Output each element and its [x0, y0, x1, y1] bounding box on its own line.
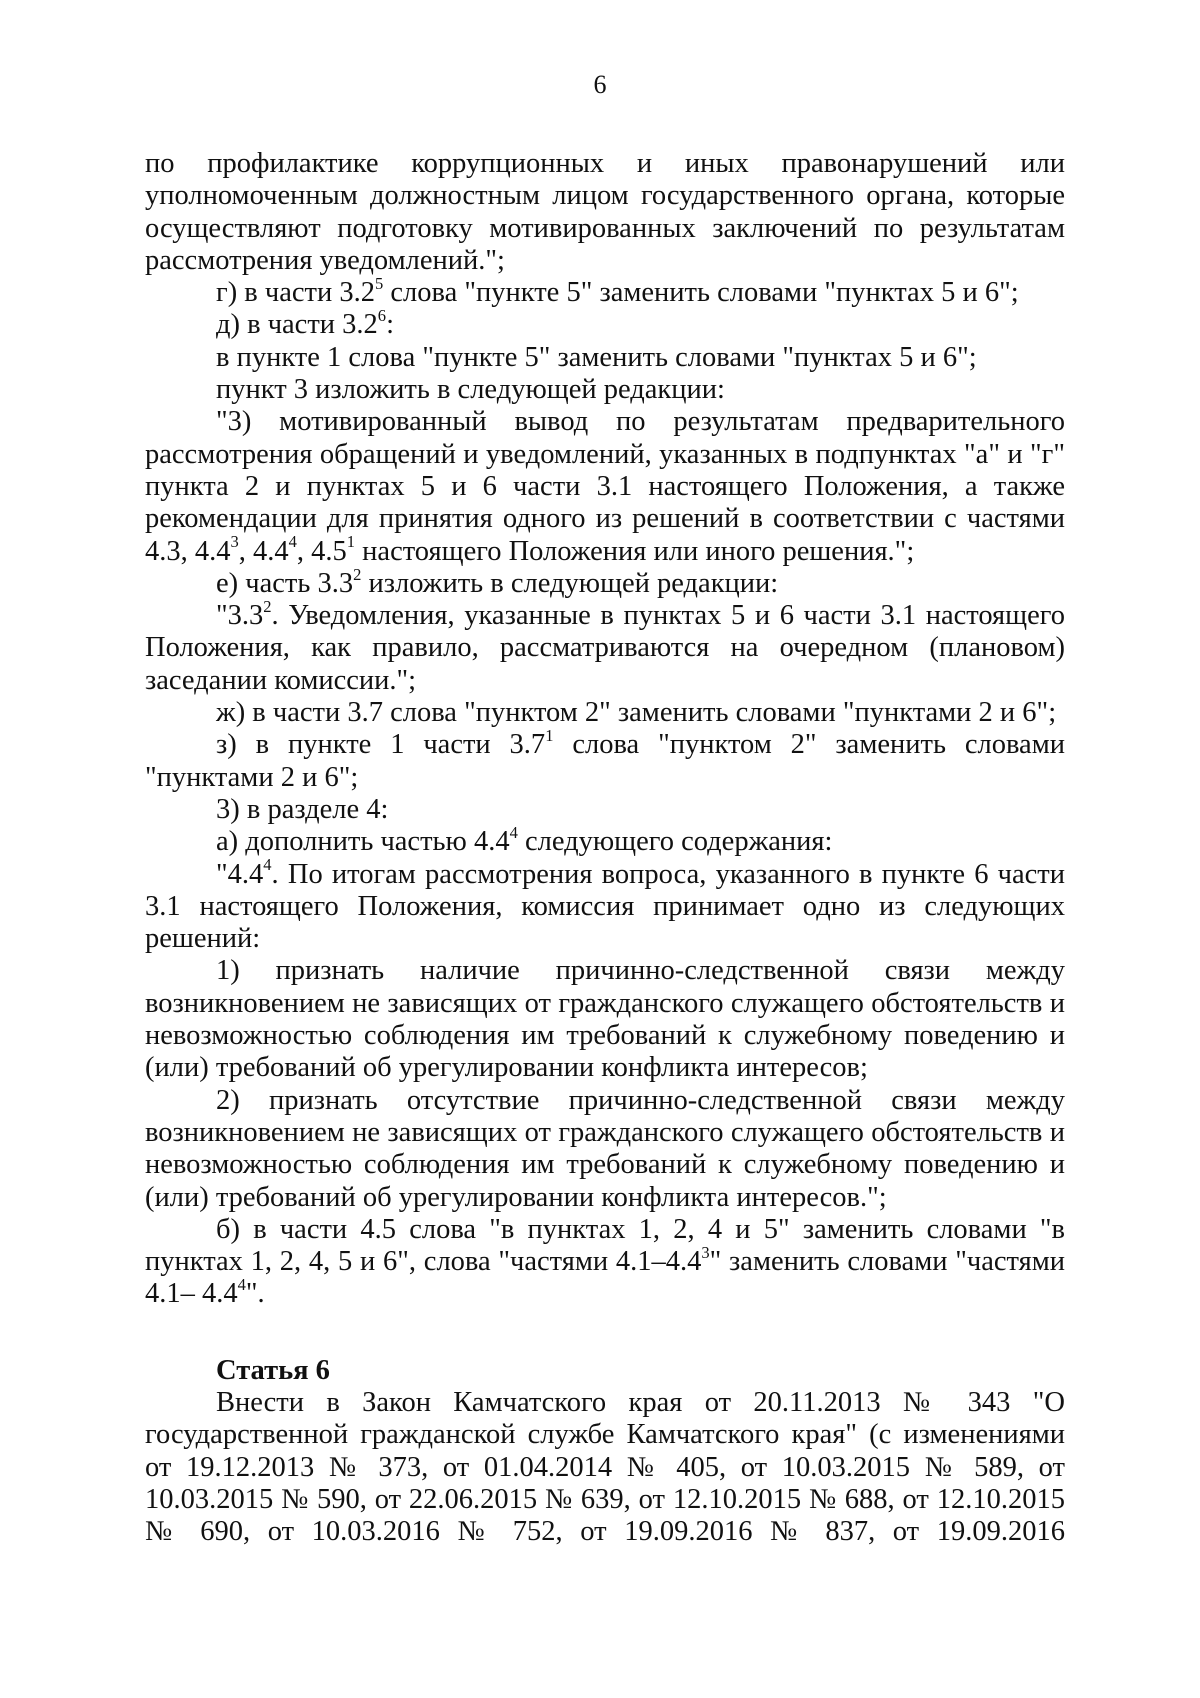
paragraph-12: 3) в разделе 4: [216, 793, 389, 825]
paragraph-11: з) в пункте 1 части $3.7^1$ слова "пунктом 2" заменить словами "пунктами 2 и 6"; [145, 726, 1065, 793]
document-body [145, 148, 1065, 1548]
paragraph-15: 1) признать наличие причинно-следственной связи между возникновением не зависящих от гражданского служащего обстоятельств и невозможностью соблюдения им требований к служебному поведению и (или) требований об урегулировании конфликта интересов; [145, 955, 1065, 1084]
paragraph-5: пункт 3 изложить в следующей редакции: [216, 374, 725, 406]
paragraph-3: д) в части $3.2^6$: [216, 306, 394, 341]
paragraph-7: 4.3, $4.4^3$, $4.4^4$, $4.5^1$ настоящего Положения или иного решения."; [145, 532, 915, 567]
paragraph-8: е) часть $3.3^2$ изложить в следующей редакции: [216, 564, 779, 599]
paragraph-10: ж) в части 3.7 слова "пунктом 2" заменить словами "пунктами 2 и 6"; [216, 697, 1057, 729]
paragraph-6: "3) мотивированный вывод по результатам предварительного рассмотрения обращений и уведомлений, указанных в подпунктах "а" и "г" пункта 2 и пунктах 5 и 6 части 3.1 настоящего Положения, а также рекомендации для принятия одного из решений в соответствии с частями [145, 406, 1065, 535]
article-heading: Статья 6 [216, 1354, 330, 1386]
paragraph-4: в пункте 1 слова "пункте 5" заменить словами "пунктах 5 и 6"; [216, 341, 977, 373]
paragraph-9: "$3.3^2$. Уведомления, указанные в пунктах 5 и 6 части 3.1 настоящего Положения, как правило, рассматриваются на очередном (плановом) заседании комиссии."; [145, 597, 1065, 696]
paragraph-1: по профилактике коррупционных и иных правонарушений или уполномоченным должностным лицом государственного органа, которые осуществляют подготовку мотивированных заключений по результатам рассмотрения уведомлений."; [145, 148, 1065, 276]
paragraph-17: б) в части 4.5 слова "в пунктах 1, 2, 4 и 5" заменить словами "в пунктах 1, 2, 4, 5 и 6", слова "частями $4.1-4.4^3$" заменить словами "частями 4.1– $4.4^4$". [145, 1213, 1065, 1310]
page-number: 6 [593, 70, 607, 99]
paragraph-2: г) в части $3.2^5$ слова "пункте 5" заменить словами "пунктах 5 и 6"; [216, 274, 1019, 309]
paragraph-14: "$4.4^4$. По итогам рассмотрения вопроса, указанного в пункте 6 части 3.1 настоящего Положения, комиссия принимает одно из следующих решений: [145, 855, 1065, 955]
article-paragraph: Внести в Закон Камчатского края от 20.11.2013 № 343 "О государственной гражданской службе Камчатского края" (с изменениями от 19.12.2013 № 373, от 01.04.2014 № 405, от 10.03.2015 № 589, от 10.03.2015 № 590, от 22.06.2015 № 639, от 12.10.2015 № 688, от 12.10.2015 № 690, от 10.03.2016 № 752, от 19.09.2016 № 837, от 19.09.2016 [145, 1386, 1065, 1548]
paragraph-16: 2) признать отсутствие причинно-следственной связи между возникновением не зависящих от гражданского служащего обстоятельств и невозможностью соблюдения им требований к служебному поведению и (или) требований об урегулировании конфликта интересов."; [145, 1084, 1065, 1213]
paragraph-13: а) дополнить частью $4.4^4$ следующего содержания: [216, 823, 833, 858]
